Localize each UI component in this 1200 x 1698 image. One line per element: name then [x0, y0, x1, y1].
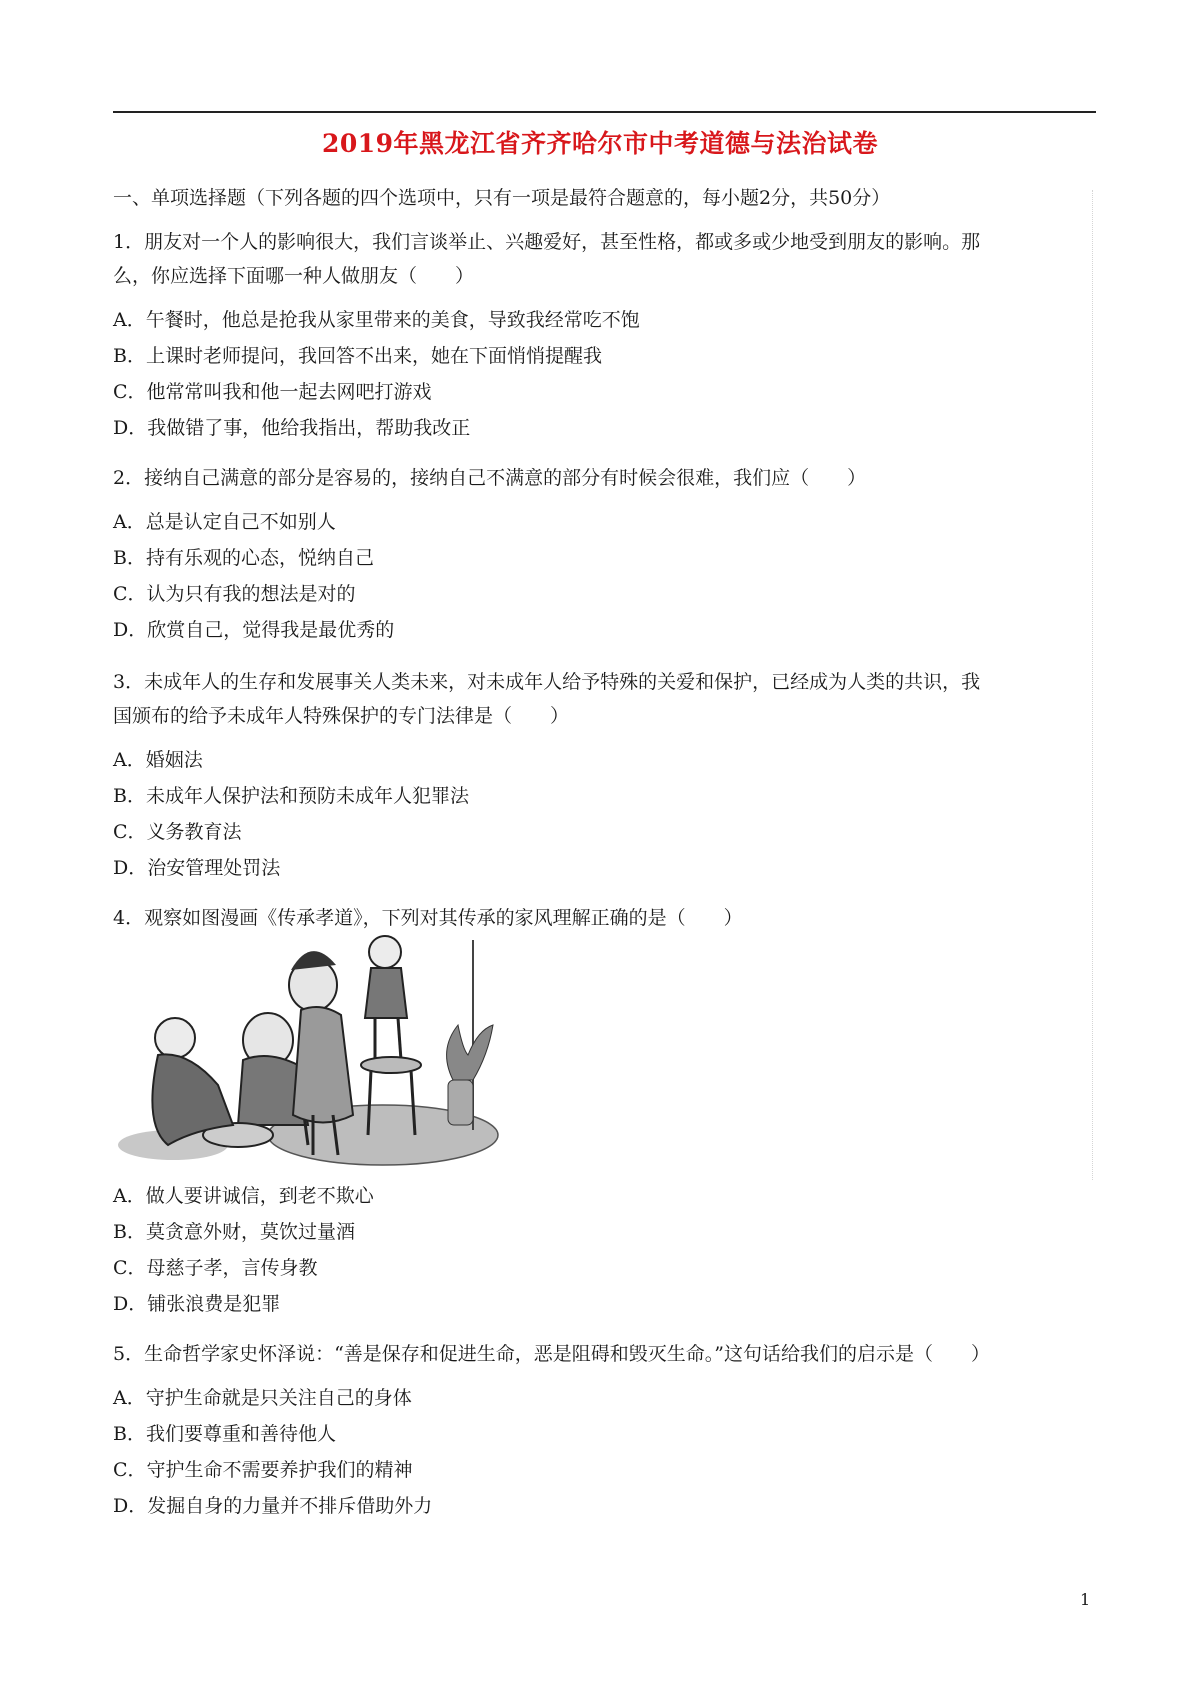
question-5-option-b: B．我们要尊重和善待他人 — [113, 1423, 336, 1445]
question-5-option-d: D．发掘自身的力量并不排斥借助外力 — [113, 1495, 433, 1517]
question-5-stem: 5．生命哲学家史怀泽说：“善是保存和促进生命，恶是阻碍和毁灭生命。”这句话给我们的启示是（ ） — [113, 1343, 991, 1365]
margin-dotted-line — [1092, 190, 1094, 1180]
question-1-option-a: A．午餐时，他总是抢我从家里带来的美食，导致我经常吃不饱 — [113, 309, 640, 331]
question-1-option-d: D．我做错了事，他给我指出，帮助我改正 — [113, 417, 471, 439]
page-title: 2019年黑龙江省齐齐哈尔市中考道德与法治试卷 — [321, 129, 879, 158]
question-2-option-b: B．持有乐观的心态，悦纳自己 — [113, 547, 374, 569]
header-rule — [113, 111, 1096, 113]
child-body — [365, 968, 407, 1018]
section-heading: 一、单项选择题（下列各题的四个选项中，只有一项是最符合题意的，每小题2分，共50分） — [113, 187, 891, 209]
question-3-option-b: B．未成年人保护法和预防未成年人犯罪法 — [113, 785, 469, 807]
question-3-stem-line1: 3．未成年人的生存和发展事关人类未来，对未成年人给予特殊的关爱和保护，已经成为人类的共识，我 — [113, 671, 981, 693]
question-5-option-a: A．守护生命就是只关注自己的身体 — [113, 1387, 412, 1409]
mother-body — [293, 1007, 353, 1123]
question-1-stem-line2: 么，你应选择下面哪一种人做朋友（ ） — [113, 265, 475, 287]
question-1-option-b: B．上课时老师提问，我回答不出来，她在下面悄悄提醒我 — [113, 345, 602, 367]
question-4-stem: 4．观察如图漫画《传承孝道》，下列对其传承的家风理解正确的是（ ） — [113, 907, 743, 929]
question-4-option-d: D．铺张浪费是犯罪 — [113, 1293, 281, 1315]
question-2-option-c: C．认为只有我的想法是对的 — [113, 583, 356, 605]
question-3-stem-line2: 国颁布的给予未成年人特殊保护的专门法律是（ ） — [113, 705, 570, 727]
question-2-option-a: A．总是认定自己不如别人 — [113, 511, 336, 533]
question-1-option-c: C．他常常叫我和他一起去网吧打游戏 — [113, 381, 432, 403]
question-4-option-c: C．母慈子孝，言传身教 — [113, 1257, 318, 1279]
page-number: 1 — [1080, 1590, 1091, 1609]
cartoon-illustration — [113, 930, 505, 1170]
question-5-option-c: C．守护生命不需要养护我们的精神 — [113, 1459, 413, 1481]
question-3-option-c: C．义务教育法 — [113, 821, 242, 843]
question-4-option-b: B．莫贪意外财，莫饮过量酒 — [113, 1221, 355, 1243]
question-2-option-d: D．欣赏自己，觉得我是最优秀的 — [113, 619, 395, 641]
father-head — [155, 1018, 195, 1058]
child-leg-2 — [398, 1018, 401, 1060]
plant-leaves — [447, 1025, 493, 1080]
question-2-stem: 2．接纳自己满意的部分是容易的，接纳自己不满意的部分有时候会很难，我们应（ ） — [113, 467, 867, 489]
question-1-stem-line1: 1．朋友对一个人的影响很大，我们言谈举止、兴趣爱好，甚至性格，都或多或少地受到朋友的影响。那 — [113, 231, 981, 253]
question-4-option-a: A．做人要讲诚信，到老不欺心 — [113, 1185, 374, 1207]
plant-vase — [448, 1080, 473, 1125]
question-3-option-a: A．婚姻法 — [113, 749, 203, 771]
question-3-option-d: D．治安管理处罚法 — [113, 857, 281, 879]
child-head — [369, 936, 401, 968]
